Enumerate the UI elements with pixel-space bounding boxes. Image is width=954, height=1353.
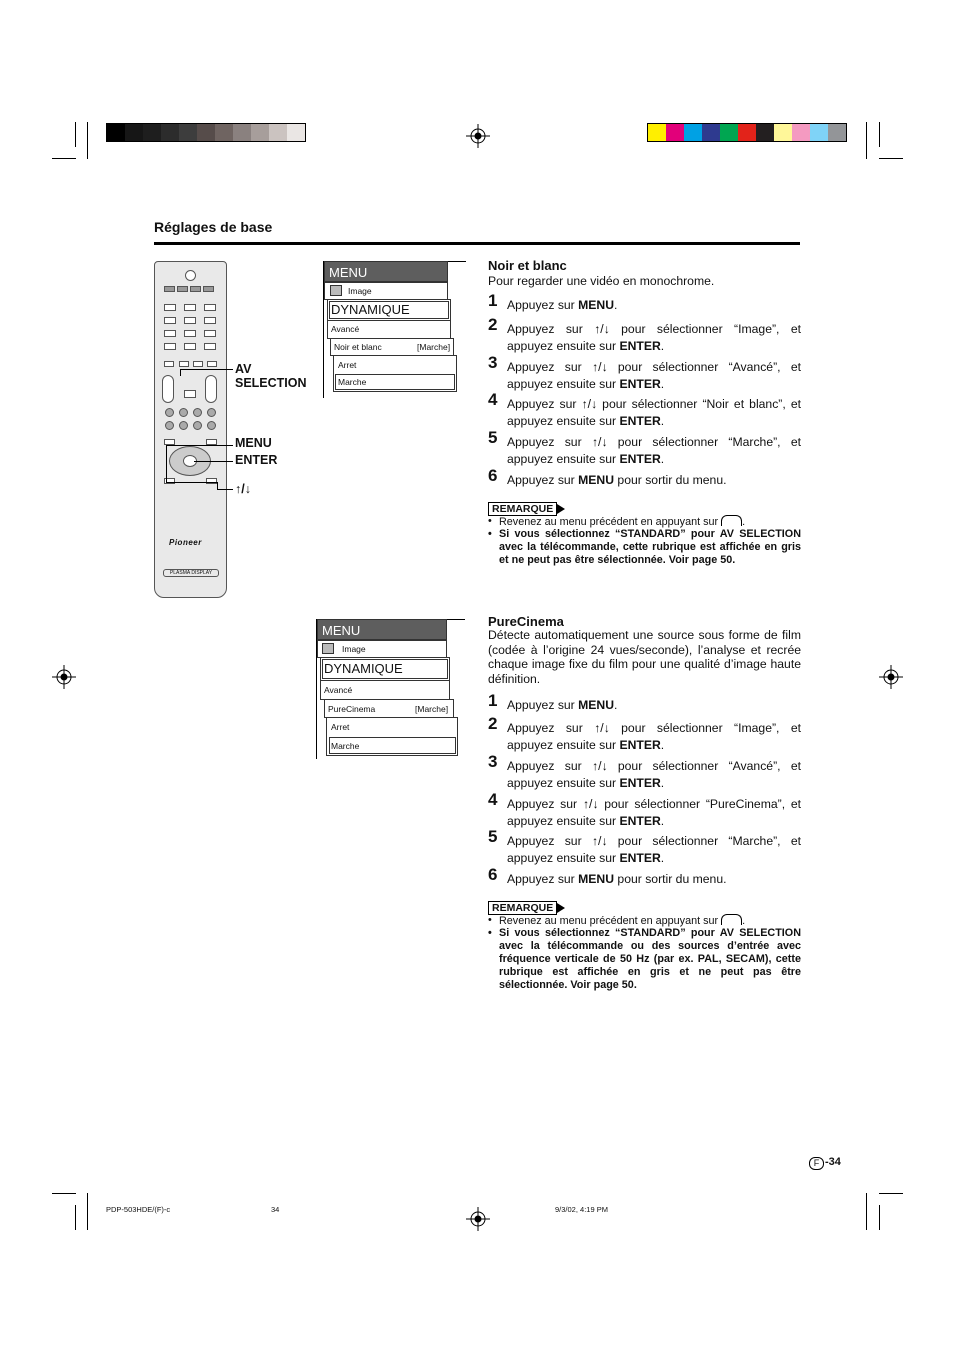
remarque-badge: REMARQUE (488, 901, 557, 915)
crop-mark (879, 122, 880, 147)
step-number: 2 (488, 315, 498, 334)
section2-title: PureCinema (488, 614, 564, 629)
step-text: Appuyez sur ↑/↓ pour sélectionner “Marche”, et appuyez ensuite sur ENTER. (507, 834, 801, 865)
color-swatch (143, 124, 161, 141)
callout-line (180, 369, 233, 370)
return-icon (721, 914, 742, 925)
label-av: AV (235, 362, 252, 376)
crop-mark (52, 1193, 76, 1194)
footer-file: PDP-503HDE/(F)-c (106, 1205, 171, 1214)
color-swatch (161, 124, 179, 141)
return-icon (721, 515, 742, 526)
crop-mark (75, 122, 76, 147)
step-number: 6 (488, 865, 498, 884)
callout-line (166, 445, 233, 446)
crop-mark (52, 158, 76, 159)
gray-calibration-bars (106, 123, 306, 142)
menu-option-marche: Marche (338, 377, 367, 387)
color-swatch (756, 124, 774, 141)
callout-line (217, 489, 233, 490)
crop-mark (87, 122, 88, 159)
color-swatch (233, 124, 251, 141)
color-swatch (828, 124, 846, 141)
label-arrows: ↑/↓ (235, 482, 251, 496)
step-number: 1 (488, 691, 498, 710)
menu-item: PureCinema (328, 704, 376, 714)
image-icon (322, 643, 334, 654)
remote-control (154, 261, 227, 598)
menu-item: Noir et blanc (334, 342, 382, 352)
color-swatch (738, 124, 756, 141)
remote-brand: Pioneer (169, 538, 202, 547)
crop-mark (879, 158, 903, 159)
section2-intro: Détecte automatiquement une source sous forme de film (codée à l’origine 24 vues/seconde), l’analyse et recrée chaque image fixe du film pour une qualité d’image haute définition. (488, 628, 801, 686)
menu-image: Image (342, 644, 366, 654)
page-letter-badge: F (809, 1157, 824, 1170)
registration-mark-icon (52, 665, 76, 689)
color-swatch (792, 124, 810, 141)
crop-mark (866, 1193, 867, 1230)
color-calibration-bars (647, 123, 847, 142)
menu-title: MENU (317, 619, 447, 640)
section1-title: Noir et blanc (488, 258, 567, 273)
registration-mark-icon (879, 665, 903, 689)
step-text: Appuyez sur MENU. (507, 298, 618, 312)
remote-plasma-label: PLASMA DISPLAY (163, 569, 219, 577)
crop-mark (879, 1205, 880, 1230)
label-selection: SELECTION (235, 376, 307, 390)
step-number: 4 (488, 390, 498, 409)
color-swatch (684, 124, 702, 141)
section-rule (154, 242, 800, 245)
step-text: Appuyez sur ↑/↓ pour sélectionner “Avancé”, et appuyez ensuite sur ENTER. (507, 360, 801, 391)
color-swatch (774, 124, 792, 141)
menu-option-arret: Arret (338, 360, 357, 370)
color-swatch (666, 124, 684, 141)
step-number: 5 (488, 428, 498, 447)
registration-mark-icon (466, 1207, 490, 1231)
color-swatch (648, 124, 666, 141)
step-number: 6 (488, 466, 498, 485)
menu-item-value: [Marche] (415, 704, 449, 714)
menu-avance: Avancé (331, 324, 360, 334)
crop-mark (866, 122, 867, 159)
color-swatch (107, 124, 125, 141)
step-text: Appuyez sur ↑/↓ pour sélectionner “Avancé”, et appuyez ensuite sur ENTER. (507, 759, 801, 790)
step-number: 5 (488, 827, 498, 846)
step-number: 1 (488, 291, 498, 310)
color-swatch (720, 124, 738, 141)
power-button (185, 270, 196, 281)
step-text: Appuyez sur ↑/↓ pour sélectionner “Image”, et appuyez ensuite sur ENTER. (507, 721, 801, 752)
step-text: Appuyez sur ↑/↓ pour sélectionner “Image”, et appuyez ensuite sur ENTER. (507, 322, 801, 353)
color-swatch (810, 124, 828, 141)
step-number: 3 (488, 752, 498, 771)
color-swatch (179, 124, 197, 141)
step-text: Appuyez sur MENU pour sortir du menu. (507, 473, 727, 487)
color-swatch (702, 124, 720, 141)
crop-mark (87, 1193, 88, 1230)
menu-option-marche: Marche (331, 741, 360, 751)
menu-dynamique: DYNAMIQUE (324, 661, 403, 676)
color-swatch (269, 124, 287, 141)
section-title: Réglages de base (154, 219, 273, 235)
color-swatch (215, 124, 233, 141)
step-text: Appuyez sur ↑/↓ pour sélectionner “Marche”, et appuyez ensuite sur ENTER. (507, 435, 801, 466)
footer-date: 9/3/02, 4:19 PM (555, 1205, 608, 1214)
page-number: -34 (825, 1156, 841, 1168)
callout-line (180, 369, 181, 376)
image-icon (330, 285, 342, 296)
crop-mark (75, 1205, 76, 1230)
step-text: Appuyez sur ↑/↓ pour sélectionner “PureCinema”, et appuyez ensuite sur ENTER. (507, 797, 801, 828)
step-text: Appuyez sur MENU. (507, 698, 618, 712)
label-enter: ENTER (235, 453, 278, 467)
section1-intro: Pour regarder une vidéo en monochrome. (488, 274, 715, 288)
step-number: 2 (488, 714, 498, 733)
menu-title: MENU (324, 261, 448, 282)
remarque-badge: REMARQUE (488, 502, 557, 516)
color-swatch (125, 124, 143, 141)
step-text: Appuyez sur ↑/↓ pour sélectionner “Noir et blanc”, et appuyez ensuite sur ENTER. (507, 397, 801, 428)
crop-mark (879, 1193, 903, 1194)
callout-line (166, 445, 167, 482)
color-swatch (287, 124, 305, 141)
step-text: Appuyez sur MENU pour sortir du menu. (507, 872, 727, 886)
menu-item-value: [Marche] (417, 342, 451, 352)
color-swatch (251, 124, 269, 141)
step-number: 3 (488, 353, 498, 372)
label-menu: MENU (235, 436, 272, 450)
menu-dynamique: DYNAMIQUE (331, 302, 410, 317)
registration-mark-icon (466, 124, 490, 148)
callout-line (166, 482, 217, 483)
footer-page: 34 (271, 1205, 280, 1214)
menu-option-arret: Arret (331, 722, 350, 732)
step-number: 4 (488, 790, 498, 809)
color-swatch (197, 124, 215, 141)
callout-line (194, 461, 233, 462)
menu-image: Image (348, 286, 372, 296)
menu-avance: Avancé (324, 685, 353, 695)
